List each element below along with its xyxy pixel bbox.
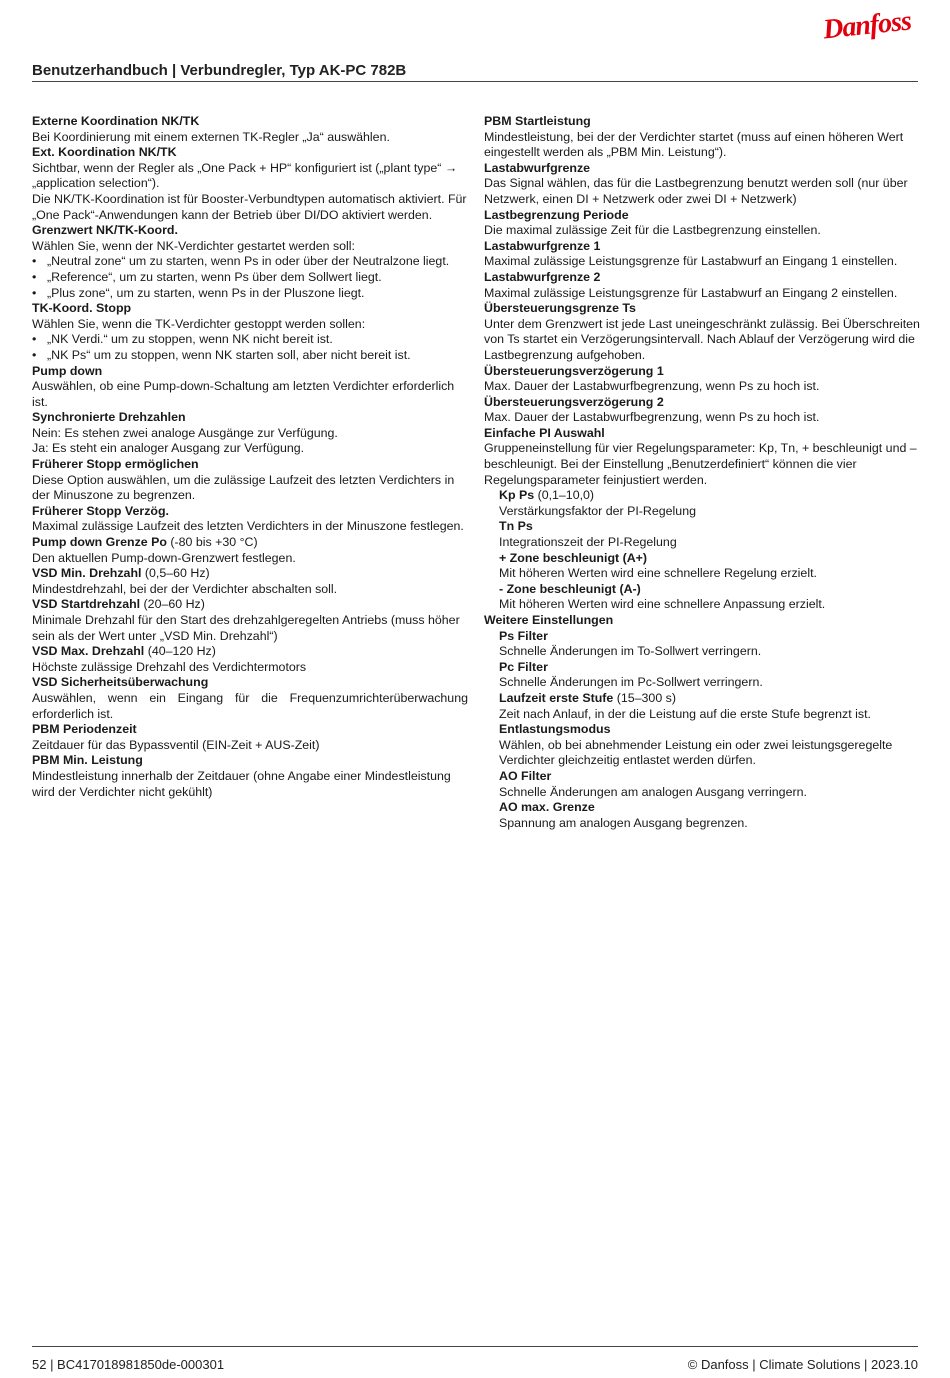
parameter-description: Die maximal zulässige Zeit für die Lastbegrenzung einstellen. bbox=[484, 223, 821, 238]
parameter-entry bbox=[32, 457, 468, 504]
parameter-name: PBM Startleistung bbox=[484, 114, 591, 128]
parameter-description: Ja: Es steht ein analoger Ausgang zur Verfügung. bbox=[32, 441, 305, 456]
parameter-heading bbox=[32, 223, 468, 239]
parameter-heading bbox=[499, 519, 920, 535]
bullet-item bbox=[32, 332, 468, 348]
parameter-name: VSD Min. Drehzahl bbox=[32, 566, 142, 581]
parameter-description: Zeit nach Anlauf, in der die Leistung auf die erste Stufe begrenzt ist. bbox=[499, 706, 871, 721]
parameter-entry bbox=[484, 769, 920, 800]
parameter-name: TK-Koord. Stopp bbox=[32, 301, 132, 316]
parameter-range: (-80 bis +30 °C) bbox=[166, 535, 258, 550]
parameter-heading bbox=[32, 644, 468, 660]
parameter-description: Wählen, ob bei abnehmender Leistung ein oder zwei leistungsgeregelte Verdichter gleichzeitig entlastet werden dürfen. bbox=[499, 737, 893, 768]
parameter-heading bbox=[499, 691, 920, 707]
parameter-heading bbox=[32, 504, 468, 520]
parameter-entry bbox=[484, 239, 920, 270]
parameter-heading bbox=[499, 551, 920, 567]
bullet-item bbox=[32, 270, 468, 286]
parameter-heading bbox=[32, 722, 468, 738]
parameter-entry bbox=[484, 660, 920, 691]
parameter-entry bbox=[484, 114, 920, 161]
parameter-heading bbox=[499, 660, 920, 676]
right-column bbox=[484, 114, 920, 831]
parameter-description: Mindestdrehzahl, bei der der Verdichter abschalten soll. bbox=[32, 581, 338, 596]
parameter-entry bbox=[484, 395, 920, 426]
parameter-name: Übersteuerungsgrenze Ts bbox=[484, 301, 636, 316]
parameter-description: Schnelle Änderungen im Pc-Sollwert verringern. bbox=[499, 675, 763, 690]
parameter-description: Integrationszeit der PI-Regelung bbox=[499, 535, 677, 550]
parameter-heading bbox=[32, 301, 468, 317]
parameter-name: Synchronierte Drehzahlen bbox=[32, 410, 186, 425]
parameter-description: Das Signal wählen, das für die Lastbegrenzung benutzt werden soll (nur über Netzwerk, einen DI + Netzwerk oder zwei DI + Netzwerk) bbox=[484, 176, 908, 206]
parameter-description: Auswählen, ob eine Pump-down-Schaltung am letzten Verdichter erforderlich ist. bbox=[32, 379, 455, 409]
parameter-entry bbox=[32, 504, 468, 535]
parameter-entry bbox=[484, 426, 920, 488]
footer-divider bbox=[32, 1346, 918, 1347]
parameter-name: Früherer Stopp Verzög. bbox=[32, 503, 170, 518]
parameter-heading bbox=[32, 114, 468, 130]
parameter-heading bbox=[484, 364, 920, 380]
parameter-description: Mit höheren Werten wird eine schnellere Regelung erzielt. bbox=[499, 566, 817, 581]
parameter-range: (40–120 Hz) bbox=[144, 644, 216, 659]
parameter-heading bbox=[484, 161, 920, 177]
left-column bbox=[32, 114, 468, 800]
parameter-range: (0,5–60 Hz) bbox=[141, 566, 210, 581]
parameter-heading bbox=[484, 613, 920, 629]
parameter-description: Höchste zulässige Drehzahl des Verdichtermotors bbox=[32, 659, 307, 674]
parameter-name: - Zone beschleunigt (A-) bbox=[499, 581, 641, 596]
bullet-icon: • bbox=[32, 285, 37, 300]
parameter-description: Max. Dauer der Lastabwurfbegrenzung, wenn Ps zu hoch ist. bbox=[484, 410, 820, 425]
parameter-name: Weitere Einstellungen bbox=[484, 613, 614, 627]
parameter-range: (15–300 s) bbox=[613, 690, 676, 705]
parameter-entry bbox=[484, 270, 920, 301]
parameter-heading bbox=[32, 145, 468, 161]
bullet-text: „NK Ps“ um zu stoppen, wenn NK starten soll, aber nicht bereit ist. bbox=[47, 347, 411, 362]
parameter-name: Lastabwurfgrenze bbox=[484, 160, 591, 175]
footer-document-id: 52 | BC417018981850de-000301 bbox=[32, 1357, 225, 1372]
parameter-name: Pc Filter bbox=[499, 659, 548, 674]
logo-wordmark: Danfoss bbox=[821, 5, 913, 46]
parameter-heading bbox=[32, 753, 468, 769]
parameter-name: VSD Max. Drehzahl bbox=[32, 644, 145, 659]
parameter-heading bbox=[484, 239, 920, 255]
parameter-description: Wählen Sie, wenn die TK-Verdichter gestoppt werden sollen: bbox=[32, 316, 366, 331]
parameter-entry bbox=[484, 629, 920, 660]
parameter-entry bbox=[32, 223, 468, 301]
parameter-entry bbox=[32, 535, 468, 566]
parameter-description: Bei Koordinierung mit einem externen TK-Regler „Ja“ auswählen. bbox=[32, 129, 390, 144]
parameter-description: Auswählen, wenn ein Eingang für die Frequenzumrichterüberwachung erforderlich ist. bbox=[32, 690, 468, 721]
parameter-heading bbox=[484, 395, 920, 411]
parameter-entry bbox=[32, 566, 468, 597]
parameter-entry bbox=[32, 364, 468, 411]
parameter-description: Den aktuellen Pump-down-Grenzwert festlegen. bbox=[32, 550, 296, 565]
parameter-name: Lastabwurfgrenze 1 bbox=[484, 238, 601, 253]
parameter-heading bbox=[484, 208, 920, 224]
parameter-name: VSD Startdrehzahl bbox=[32, 597, 141, 612]
bullet-item bbox=[32, 348, 468, 364]
parameter-heading bbox=[499, 722, 920, 738]
bullet-text: „Reference“, um zu starten, wenn Ps über dem Sollwert liegt. bbox=[47, 269, 382, 284]
parameter-entry bbox=[484, 582, 920, 613]
parameter-heading bbox=[499, 769, 920, 785]
bullet-text: „Plus zone“, um zu starten, wenn Ps in der Pluszone liegt. bbox=[47, 285, 365, 300]
parameter-name: Externe Koordination NK/TK bbox=[32, 114, 200, 128]
parameter-description: Mit höheren Werten wird eine schnellere Anpassung erzielt. bbox=[499, 597, 826, 612]
bullet-text: „NK Verdi.“ um zu stoppen, wenn NK nicht bereit ist. bbox=[47, 332, 333, 347]
parameter-heading bbox=[32, 675, 468, 691]
bullet-icon: • bbox=[32, 347, 37, 362]
parameter-description: Zeitdauer für das Bypassventil (EIN-Zeit + AUS-Zeit) bbox=[32, 737, 320, 752]
parameter-name: PBM Periodenzeit bbox=[32, 722, 137, 737]
parameter-heading bbox=[484, 426, 920, 442]
parameter-description: Sichtbar, wenn der Regler als „One Pack + HP“ konfiguriert ist („plant type“ → „application selection“). bbox=[32, 160, 458, 191]
parameter-heading bbox=[484, 114, 920, 130]
parameter-name: VSD Sicherheitsüberwachung bbox=[32, 675, 209, 690]
bullet-item bbox=[32, 286, 468, 302]
parameter-entry bbox=[484, 551, 920, 582]
parameter-heading bbox=[32, 457, 468, 473]
parameter-entry bbox=[32, 301, 468, 363]
parameter-description: Spannung am analogen Ausgang begrenzen. bbox=[499, 815, 748, 830]
parameter-description: Verstärkungsfaktor der PI-Regelung bbox=[499, 503, 696, 518]
bullet-icon: • bbox=[32, 332, 37, 347]
parameter-name: AO max. Grenze bbox=[499, 800, 595, 815]
parameter-entry bbox=[484, 800, 920, 831]
parameter-entry bbox=[484, 722, 920, 769]
parameter-description: Schnelle Änderungen im To-Sollwert verringern. bbox=[499, 644, 762, 659]
parameter-name: Pump down bbox=[32, 363, 103, 378]
parameter-heading bbox=[32, 410, 468, 426]
parameter-name: + Zone beschleunigt (A+) bbox=[499, 550, 648, 565]
parameter-name: Lastabwurfgrenze 2 bbox=[484, 269, 601, 284]
parameter-entry bbox=[32, 644, 468, 675]
parameter-description: Wählen Sie, wenn der NK-Verdichter gestartet werden soll: bbox=[32, 238, 356, 253]
parameter-entry bbox=[484, 488, 920, 519]
parameter-heading bbox=[32, 566, 468, 582]
parameter-name: Kp Ps bbox=[499, 488, 535, 503]
parameter-range: (20–60 Hz) bbox=[140, 597, 205, 612]
parameter-heading bbox=[499, 582, 920, 598]
parameter-entry bbox=[32, 597, 468, 644]
header-divider bbox=[32, 81, 918, 82]
footer-copyright: © Danfoss | Climate Solutions | 2023.10 bbox=[687, 1357, 918, 1372]
bullet-icon: • bbox=[32, 269, 37, 284]
parameter-name: Tn Ps bbox=[499, 519, 533, 534]
parameter-description: Diese Option auswählen, um die zulässige Laufzeit des letzten Verdichters in der Minuszone zu begrenzen. bbox=[32, 472, 455, 503]
parameter-description: Mindestleistung innerhalb der Zeitdauer (ohne Angabe einer Mindestleistung wird der Verdichter nicht gekühlt) bbox=[32, 768, 451, 799]
bullet-item bbox=[32, 254, 468, 270]
parameter-name: Laufzeit erste Stufe bbox=[499, 690, 614, 705]
bullet-text: „Neutral zone“ um zu starten, wenn Ps in oder über der Neutralzone liegt. bbox=[47, 254, 450, 269]
parameter-heading bbox=[484, 301, 920, 317]
parameter-entry bbox=[32, 675, 468, 722]
parameter-entry bbox=[484, 364, 920, 395]
page-title: Benutzerhandbuch | Verbundregler, Typ AK-PC 782B bbox=[32, 62, 407, 79]
parameter-entry bbox=[32, 145, 468, 223]
parameter-name: Früherer Stopp ermöglichen bbox=[32, 457, 199, 472]
parameter-name: Grenzwert NK/TK-Koord. bbox=[32, 223, 178, 238]
parameter-description: Nein: Es stehen zwei analoge Ausgänge zur Verfügung. bbox=[32, 425, 338, 440]
parameter-name: Übersteuerungsverzögerung 2 bbox=[484, 394, 664, 409]
parameter-heading bbox=[32, 535, 468, 551]
parameter-range: (0,1–10,0) bbox=[534, 488, 595, 503]
parameter-heading bbox=[499, 800, 920, 816]
parameter-name: Lastbegrenzung Periode bbox=[484, 207, 629, 222]
parameter-name: Ext. Koordination NK/TK bbox=[32, 145, 177, 160]
parameter-entry bbox=[32, 114, 468, 145]
parameter-description: Gruppeneinstellung für vier Regelungsparameter: Kp, Tn, + beschleunigt und – beschleunigt. Bei der Einstellung „Benutzerdefiniert“ können die vier Regelungsparameter feinjustiert werden. bbox=[484, 441, 917, 487]
parameter-heading bbox=[499, 488, 920, 504]
parameter-entry bbox=[484, 208, 920, 239]
parameter-heading bbox=[32, 597, 468, 613]
parameter-name: Ps Filter bbox=[499, 628, 548, 643]
parameter-heading bbox=[32, 364, 468, 380]
parameter-name: Entlastungsmodus bbox=[499, 722, 611, 737]
parameter-description: Maximal zulässige Leistungsgrenze für Lastabwurf an Eingang 2 einstellen. bbox=[484, 285, 898, 300]
parameter-entry bbox=[484, 519, 920, 550]
parameter-description: Minimale Drehzahl für den Start des drehzahlgeregelten Antriebs (muss höher sein als der Wert unter „VSD Min. Drehzahl“) bbox=[32, 613, 460, 643]
parameter-name: AO Filter bbox=[499, 768, 552, 783]
parameter-entry bbox=[484, 613, 920, 629]
parameter-entry bbox=[32, 722, 468, 753]
parameter-entry bbox=[32, 410, 468, 457]
parameter-name: PBM Min. Leistung bbox=[32, 753, 143, 768]
parameter-entry bbox=[32, 753, 468, 800]
parameter-description: Die NK/TK-Koordination ist für Booster-Verbundtypen automatisch aktiviert. Für „One Pack“-Anwendungen kann der Betrieb über DI/DO aktiviert werden. bbox=[32, 191, 467, 222]
danfoss-logo bbox=[814, 4, 920, 48]
parameter-description: Maximal zulässige Leistungsgrenze für Lastabwurf an Eingang 1 einstellen. bbox=[484, 254, 898, 269]
parameter-name: Übersteuerungsverzögerung 1 bbox=[484, 363, 664, 378]
parameter-heading bbox=[499, 629, 920, 645]
bullet-icon: • bbox=[32, 254, 37, 269]
parameter-name: Pump down Grenze Po bbox=[32, 535, 167, 550]
parameter-description: Mindestleistung, bei der der Verdichter startet (muss auf einen höheren Wert eingestellt werden als „PBM Min. Leistung“). bbox=[484, 129, 904, 160]
parameter-name: Einfache PI Auswahl bbox=[484, 425, 605, 440]
parameter-description: Maximal zulässige Laufzeit des letzten Verdichters in der Minuszone festlegen. bbox=[32, 519, 464, 534]
parameter-entry bbox=[484, 301, 920, 363]
parameter-description: Schnelle Änderungen am analogen Ausgang verringern. bbox=[499, 784, 807, 799]
parameter-description: Unter dem Grenzwert ist jede Last uneingeschränkt zulässig. Bei Überschreiten von Ts startet ein Verzögerungsintervall. Nach Ablauf der Verzögerung wird die Lastbegrenzung aufgehoben. bbox=[484, 316, 920, 362]
parameter-heading bbox=[484, 270, 920, 286]
parameter-description: Max. Dauer der Lastabwurfbegrenzung, wenn Ps zu hoch ist. bbox=[484, 379, 820, 394]
parameter-entry bbox=[484, 161, 920, 208]
parameter-entry bbox=[484, 691, 920, 722]
